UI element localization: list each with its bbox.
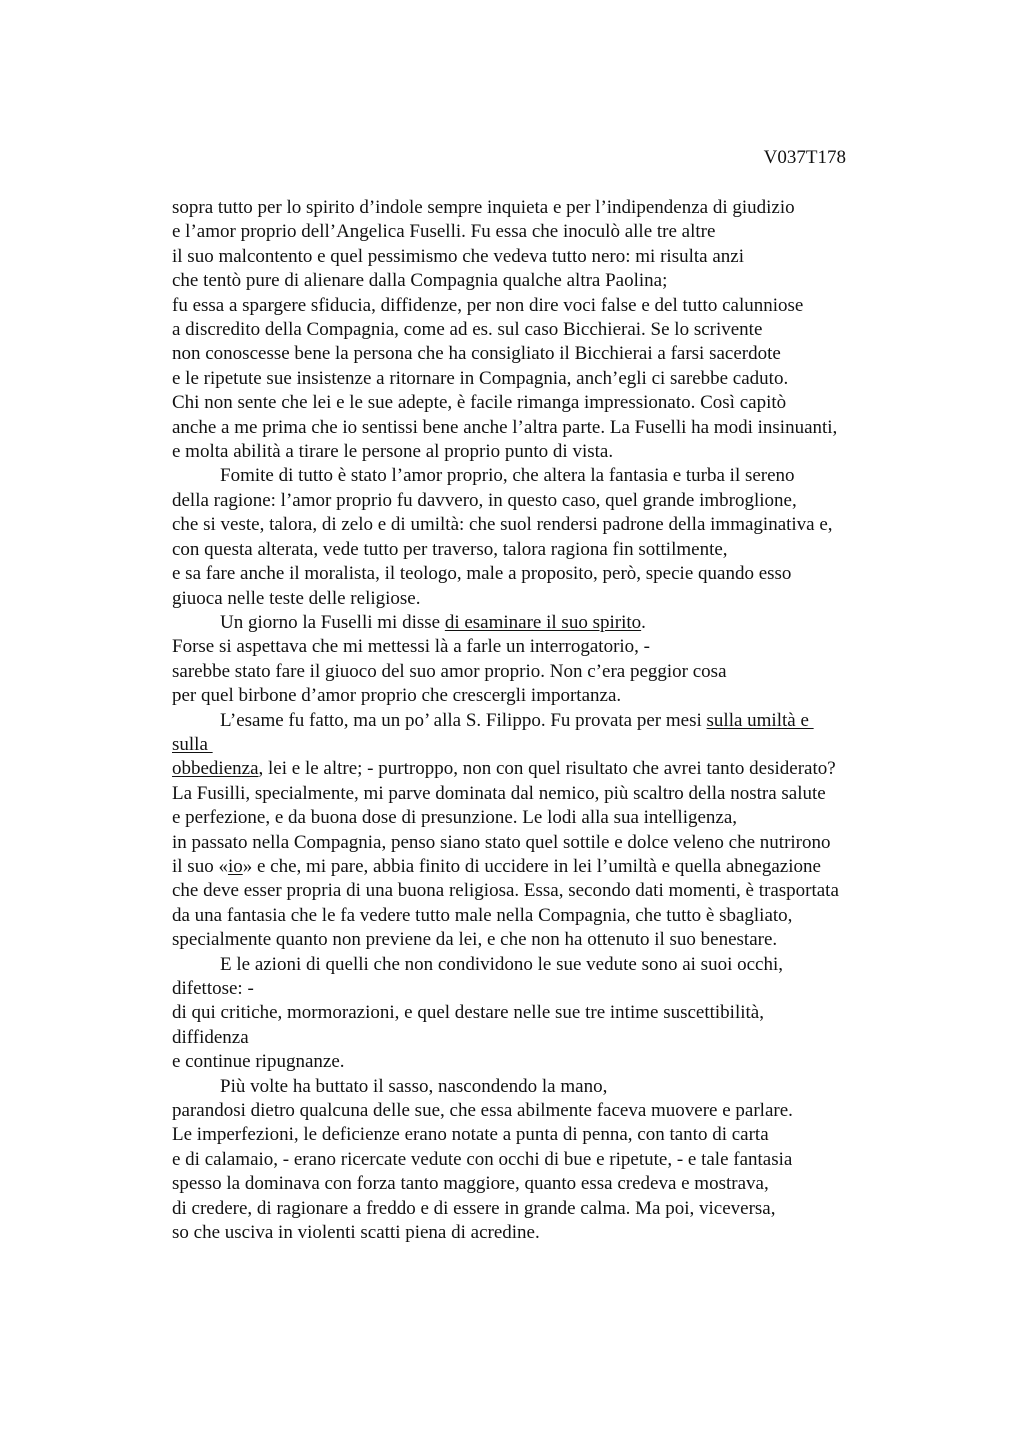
text-line: da una fantasia che le fa vedere tutto male nella Compagnia, che tutto è sbagliato, (172, 904, 793, 926)
text-line: della ragione: l’amor proprio fu davvero, in questo caso, quel grande imbroglione, (172, 489, 797, 511)
text-line: sopra tutto per lo spirito d’indole sempre inquieta e per l’indipendenza di giudizio (172, 197, 795, 218)
paragraph-start-line (172, 611, 912, 635)
text-line: parandosi dietro qualcuna delle sue, che essa abilmente faceva muovere e parlare. (172, 1100, 793, 1122)
paragraph-start-line: Fomite di tutto è stato l’amor proprio, che altera la fantasia e turba il sereno (220, 465, 795, 487)
text-line: con questa alterata, vede tutto per traverso, talora ragiona fin sottilmente, (172, 538, 728, 560)
text-line: diffidenza (172, 1026, 249, 1048)
text-line: in passato nella Compagnia, penso siano stato quel sottile e dolce veleno che nutrirono (172, 831, 831, 853)
text-segment: , lei e le altre; - purtroppo, non con quel risultato che avrei tanto desiderato? (258, 758, 836, 780)
text-line: anche a me prima che io sentissi bene anche l’altra parte. La Fuselli ha modi insinuanti, (172, 416, 838, 438)
underlined-phrase: di esaminare il suo spirito (444, 611, 642, 633)
text-line: il suo malcontento e quel pessimismo che vedeva tutto nero: mi risulta anzi (172, 245, 744, 267)
text-line: specialmente quanto non previene da lei, e che non ha ottenuto il suo benestare. (172, 929, 778, 951)
text-line: di credere, di ragionare a freddo e di essere in grande calma. Ma poi, viceversa, (172, 1197, 776, 1219)
document-body (172, 196, 912, 1245)
text-segment: » e che, mi pare, abbia finito di uccidere in lei l’umiltà e quella abnegazione (242, 855, 821, 877)
text-segment: L’esame fu fatto, ma un po’ alla S. Filippo. Fu provata per mesi (220, 709, 707, 731)
text-line: spesso la dominava con forza tanto maggiore, quanto essa credeva e mostrava, (172, 1173, 769, 1195)
text-line: che tentò pure di alienare dalla Compagnia qualche altra Paolina; (172, 270, 668, 292)
underlined-phrase: io (227, 855, 243, 877)
paragraph-start-line: Più volte ha buttato il sasso, nascondendo la mano, (220, 1075, 608, 1097)
page-reference-code: V037T178 (763, 147, 846, 168)
text-line: per quel birbone d’amor proprio che crescergli importanza. (172, 685, 622, 707)
text-line: e molta abilità a tirare le persone al proprio punto di vista. (172, 441, 614, 463)
underlined-phrase: sulla (172, 733, 213, 755)
text-line: difettose: - (172, 978, 254, 999)
text-segment: il suo « (172, 855, 228, 877)
text-segment: Un giorno la Fuselli mi disse (220, 611, 445, 633)
text-line: e sa fare anche il moralista, il teologo, male a proposito, però, specie quando esso (172, 563, 792, 585)
text-segment: . (641, 611, 646, 633)
text-line: so che usciva in violenti scatti piena di acredine. (172, 1222, 540, 1244)
text-line (172, 757, 912, 781)
text-line: giuoca nelle teste delle religiose. (172, 587, 421, 609)
text-line: Le imperfezioni, le deficienze erano notate a punta di penna, con tanto di carta (172, 1124, 769, 1146)
text-line: non conoscesse bene la persona che ha consigliato il Bicchierai a farsi sacerdote (172, 343, 781, 365)
text-line: La Fusilli, specialmente, mi parve dominata dal nemico, più scaltro della nostra salute (172, 782, 826, 804)
text-line: e continue ripugnanze. (172, 1051, 345, 1073)
paragraph-start-line: E le azioni di quelli che non condividono le sue vedute sono ai suoi occhi, (220, 953, 784, 975)
text-line: a discredito della Compagnia, come ad es. sul caso Bicchierai. Se lo scrivente (172, 319, 763, 341)
text-line: che si veste, talora, di zelo e di umiltà: che suol rendersi padrone della immaginativa e, (172, 514, 833, 536)
text-line: che deve esser propria di una buona religiosa. Essa, secondo dati momenti, è trasportata (172, 880, 839, 902)
underlined-phrase: sulla umiltà e (706, 709, 814, 731)
text-line: e le ripetute sue insistenze a ritornare in Compagnia, anch’egli ci sarebbe caduto. (172, 367, 789, 389)
text-line: Forse si aspettava che mi mettessi là a farle un interrogatorio, - (172, 636, 651, 658)
text-line: Chi non sente che lei e le sue adepte, è facile rimanga impressionato. Così capitò (172, 392, 787, 414)
text-line: e l’amor proprio dell’Angelica Fuselli. Fu essa che inoculò alle tre altre (172, 221, 716, 243)
paragraph-start-line (172, 709, 912, 733)
text-line: fu essa a spargere sfiducia, diffidenze, per non dire voci false e del tutto calunniose (172, 294, 804, 316)
text-line: di qui critiche, mormorazioni, e quel destare nelle sue tre intime suscettibilità, (172, 1002, 764, 1024)
text-line: sarebbe stato fare il giuoco del suo amor proprio. Non c’era peggior cosa (172, 660, 727, 682)
text-line: e di calamaio, - erano ricercate vedute con occhi di bue e ripetute, - e tale fantasia (172, 1148, 793, 1170)
text-line: e perfezione, e da buona dose di presunzione. Le lodi alla sua intelligenza, (172, 807, 738, 829)
underlined-phrase: obbedienza (172, 758, 259, 780)
text-line (172, 855, 912, 879)
